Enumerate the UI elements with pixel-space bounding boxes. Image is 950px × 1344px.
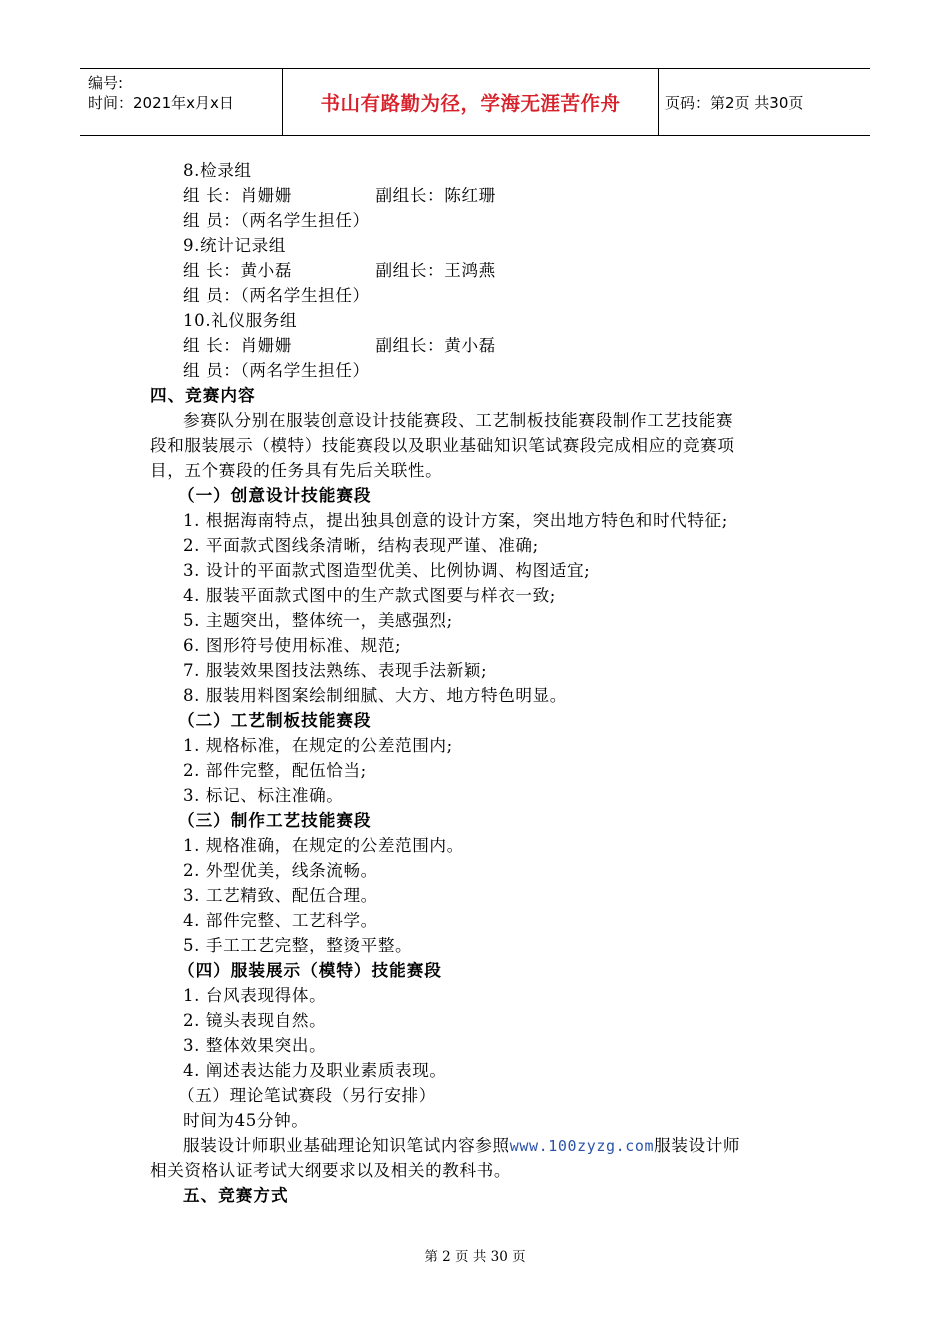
member-label: 组 员： xyxy=(183,211,241,230)
section-heading: 四、竞赛内容 xyxy=(150,386,256,405)
group-member-row xyxy=(150,358,810,383)
list-item: 2. 部件完整，配伍恰当; xyxy=(183,761,367,780)
deputy-name: 黄小磊 xyxy=(444,336,496,355)
list-item: 1. 根据海南特点，提出独具创意的设计方案，突出地方特色和时代特征; xyxy=(183,511,728,530)
group-title: 10.礼仪服务组 xyxy=(183,311,298,330)
subsection-heading: （二）工艺制板技能赛段 xyxy=(178,711,372,730)
header-motto-cell xyxy=(283,69,659,135)
deputy-label: 副组长： xyxy=(375,186,445,205)
reference-text: 服装设计师职业基础理论知识笔试内容参照 xyxy=(183,1136,510,1155)
group-leader-row xyxy=(150,258,810,283)
intro-line: 目，五个赛段的任务具有先后关联性。 xyxy=(150,461,443,480)
leader-label: 组 长： xyxy=(183,186,241,205)
document-body xyxy=(150,158,810,1208)
list-item: 2. 镜头表现自然。 xyxy=(183,1011,327,1030)
list-item: 1. 规格标准，在规定的公差范围内; xyxy=(183,736,453,755)
page-header xyxy=(80,68,870,136)
intro-line: 参赛队分别在服装创意设计技能赛段、工艺制板技能赛段制作工艺技能赛 xyxy=(183,411,734,430)
time-note: 时间为45分钟。 xyxy=(183,1111,309,1130)
list-item: 3. 工艺精致、配伍合理。 xyxy=(183,886,378,905)
list-item: 8. 服装用料图案绘制细腻、大方、地方特色明显。 xyxy=(183,686,567,705)
list-item: 5. 主题突出，整体统一，美感强烈; xyxy=(183,611,453,630)
list-item: 4. 部件完整、工艺科学。 xyxy=(183,911,378,930)
list-item: 1. 规格准确，在规定的公差范围内。 xyxy=(183,836,464,855)
list-item: 3. 标记、标注准确。 xyxy=(183,786,344,805)
leader-name: 肖姗姗 xyxy=(240,186,293,205)
member-value: （两名学生担任） xyxy=(240,361,370,380)
member-value: （两名学生担任） xyxy=(240,211,370,230)
group-member-row xyxy=(150,283,810,308)
subsection-heading: （一）创意设计技能赛段 xyxy=(178,486,372,505)
subsection-heading: （三）制作工艺技能赛段 xyxy=(178,811,372,830)
list-item: 2. 外型优美，线条流畅。 xyxy=(183,861,378,880)
list-item: 4. 服装平面款式图中的生产款式图要与样衣一致; xyxy=(183,586,556,605)
page-footer: 第 2 页 共 30 页 xyxy=(424,1249,526,1265)
reference-line xyxy=(150,1133,810,1158)
list-item: 7. 服装效果图技法熟练、表现手法新颖; xyxy=(183,661,488,680)
header-page-info: 页码：第2页 共30页 xyxy=(665,93,804,112)
list-item: 3. 整体效果突出。 xyxy=(183,1036,327,1055)
intro-line: 段和服装展示（模特）技能赛段以及职业基础知识笔试赛段完成相应的竞赛项 xyxy=(150,436,735,455)
member-value: （两名学生担任） xyxy=(240,286,370,305)
list-item: 5. 手工工艺完整，整烫平整。 xyxy=(183,936,413,955)
group-member-row xyxy=(150,208,810,233)
reference-link[interactable]: www.100zyzg.com xyxy=(509,1137,655,1155)
list-item: 6. 图形符号使用标准、规范; xyxy=(183,636,402,655)
group-leader-row xyxy=(150,333,810,358)
deputy-name: 陈红珊 xyxy=(444,186,496,205)
leader-label: 组 长： xyxy=(183,336,241,355)
reference-line-2: 相关资格认证考试大纲要求以及相关的教科书。 xyxy=(150,1161,512,1180)
list-item: 4. 阐述表达能力及职业素质表现。 xyxy=(183,1061,447,1080)
list-item: 2. 平面款式图线条清晰，结构表现严谨、准确; xyxy=(183,536,539,555)
group-leader-row xyxy=(150,183,810,208)
deputy-label: 副组长： xyxy=(375,261,445,280)
document-time: 时间：2021年x月x日 xyxy=(88,94,234,112)
document-number-label: 编号: xyxy=(88,74,124,92)
leader-name: 黄小磊 xyxy=(240,261,293,280)
group-title: 8.检录组 xyxy=(183,161,252,180)
group-title: 9.统计记录组 xyxy=(183,236,287,255)
header-meta xyxy=(80,69,283,135)
section-heading: 五、竞赛方式 xyxy=(183,1186,289,1205)
deputy-name: 王鸿燕 xyxy=(444,261,496,280)
member-label: 组 员： xyxy=(183,286,241,305)
subsection-heading: （四）服装展示（模特）技能赛段 xyxy=(178,961,442,980)
member-label: 组 员： xyxy=(183,361,241,380)
list-item: 1. 台风表现得体。 xyxy=(183,986,327,1005)
header-motto: 书山有路勤为径，学海无涯苦作舟 xyxy=(320,92,621,115)
leader-label: 组 长： xyxy=(183,261,241,280)
deputy-label: 副组长： xyxy=(375,336,445,355)
reference-text-after: 服装设计师 xyxy=(654,1136,741,1155)
subsection-heading: （五）理论笔试赛段（另行安排） xyxy=(178,1086,436,1105)
list-item: 3. 设计的平面款式图造型优美、比例协调、构图适宜; xyxy=(183,561,591,580)
leader-name: 肖姗姗 xyxy=(240,336,293,355)
